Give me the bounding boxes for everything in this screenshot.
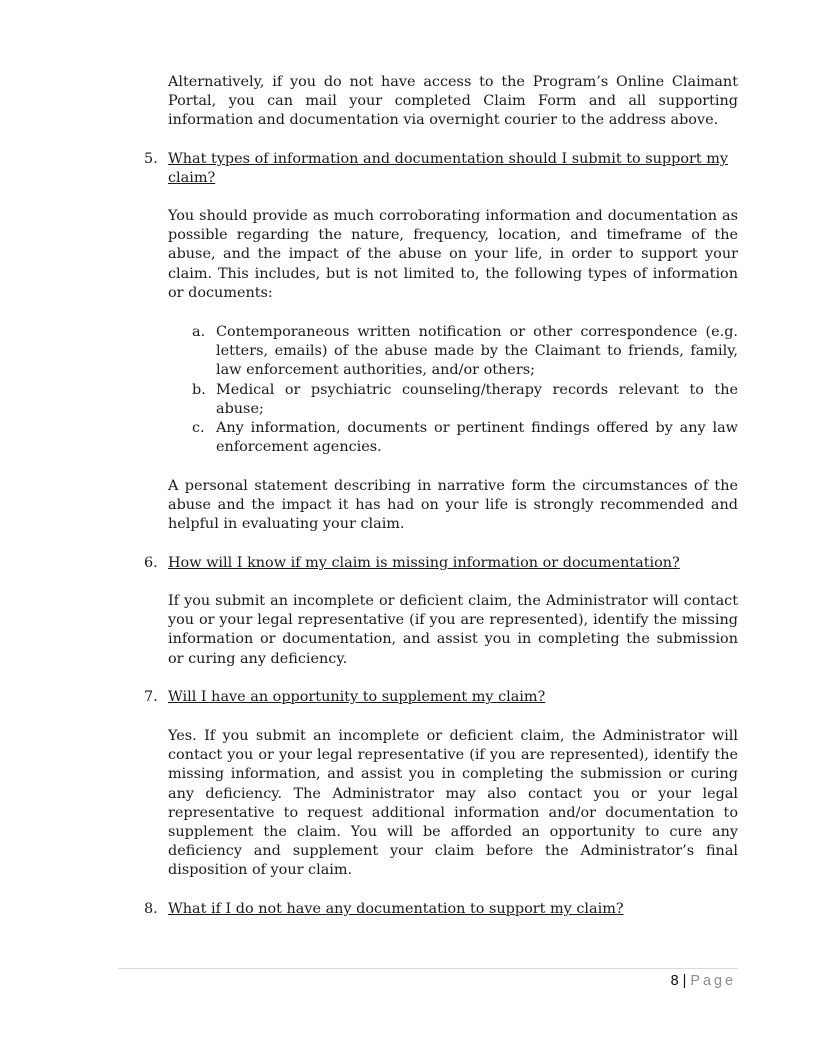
page-footer xyxy=(671,972,736,990)
question-7-answer: Yes. If you submit an incomplete or deficient claim, the Administrator will contact you or your legal representative (if you are represented), identify the missing information, and assist you in completing the submission or curing any deficiency. The Administrator may also contact you or your legal representative to request additional information and/or documentation to supplement the claim. You will be afforded an opportunity to cure any deficiency and supplement your claim before the Administrator’s final disposition of your claim. xyxy=(168,728,738,879)
footer-divider xyxy=(118,968,738,969)
question-6-answer: If you submit an incomplete or deficient claim, the Administrator will contact you or your legal representative (if you are represented), identify the missing information or documentation, and assist you in completing the submission or curing any deficiency. xyxy=(168,593,738,667)
page-label: Page xyxy=(690,973,736,989)
question-7-number: 7. xyxy=(144,689,158,705)
list-item-b-letter: b. xyxy=(192,382,206,398)
footer-separator: | xyxy=(682,973,687,989)
intro-paragraph: Alternatively, if you do not have access to the Program’s Online Claimant Portal, you can mail your completed Claim Form and all supporting information and documentation via overnight courier to the address above. xyxy=(168,74,738,129)
question-6-heading: How will I know if my claim is missing information or documentation? xyxy=(168,555,680,571)
question-5-closing: A personal statement describing in narrative form the circumstances of the abuse and the impact it has had on your life is strongly recommended and helpful in evaluating your claim. xyxy=(168,478,738,533)
list-item-b-text: Medical or psychiatric counseling/therapy records relevant to the abuse; xyxy=(216,382,738,418)
question-8-number: 8. xyxy=(144,901,158,917)
question-5-number: 5. xyxy=(144,151,158,167)
list-item-c-letter: c. xyxy=(192,420,205,436)
list-item-c-text: Any information, documents or pertinent findings offered by any law enforcement agencies. xyxy=(216,420,738,456)
question-5-heading: What types of information and documentation should I submit to support my claim? xyxy=(168,151,729,187)
page-number: 8 xyxy=(670,973,679,989)
list-item-a-text: Contemporaneous written notification or other correspondence (e.g. letters, emails) of the abuse made by the Claimant to friends, family, law enforcement authorities, and/or others; xyxy=(216,324,738,379)
question-6-number: 6. xyxy=(144,555,158,571)
question-7-heading: Will I have an opportunity to supplement my claim? xyxy=(168,689,546,705)
question-8-heading: What if I do not have any documentation to support my claim? xyxy=(168,901,624,917)
question-5-answer: You should provide as much corroborating information and documentation as possible regarding the nature, frequency, location, and timeframe of the abuse, and the impact of the abuse on your life, in order to support your claim. This includes, but is not limited to, the following types of information or documents: xyxy=(168,208,738,301)
list-item-a-letter: a. xyxy=(192,324,206,340)
